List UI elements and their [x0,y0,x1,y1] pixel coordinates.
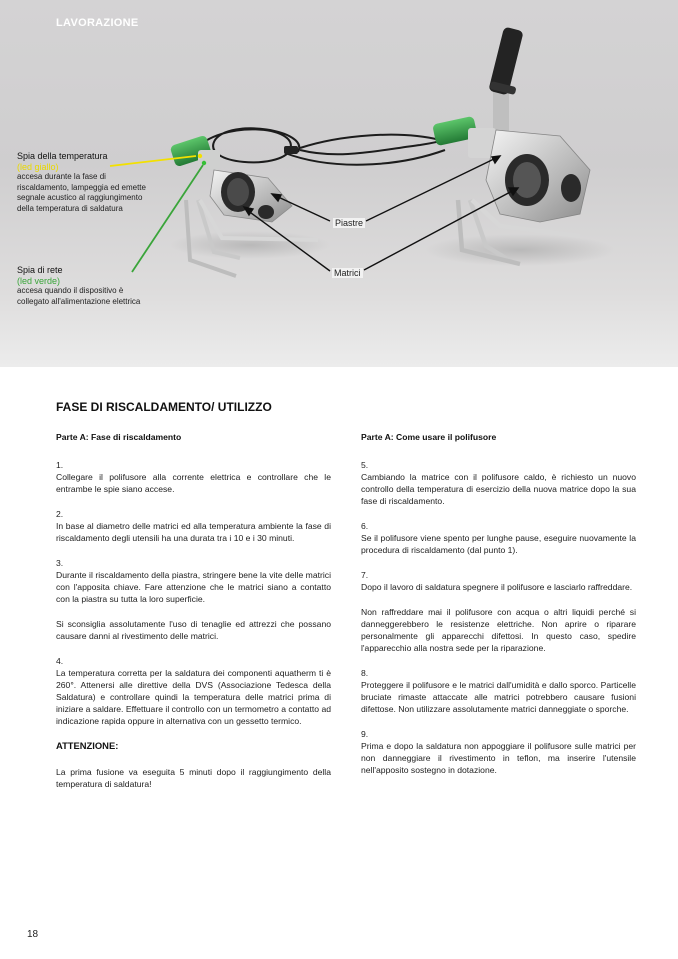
section-heading: Parte A: Come usare il polifusore [361,432,497,442]
step-number: 8. [361,668,369,678]
step-item [361,728,636,776]
page-number: 18 [27,929,39,940]
step-number: 4. [56,656,64,666]
note-paragraph: Si sconsiglia assolutamente l'uso di tenaglie ed attrezzi che possano causare danni al rivestimento delle matrici. [56,619,331,641]
section-heading: Parte A: Fase di riscaldamento [56,432,182,442]
section-label: LAVORAZIONE [56,17,139,29]
step-text: In base al diametro delle matrici ed alla temperatura ambiente la fase di riscaldamento degli utensili ha una durata tra i 10 e i 30 minuti. [56,521,331,543]
step-item [361,520,636,556]
label-dies: Matrici [334,268,361,278]
attention-text: La prima fusione va eseguita 5 minuti dopo il raggiungimento della temperatura di saldatura! [56,767,331,789]
pointer-plates [272,156,500,221]
product-photo [0,0,678,367]
column-left [56,431,331,803]
callout-title: Spia della temperatura [17,151,108,161]
note-paragraph: Non raffreddare mai il polifusore con acqua o altri liquidi perché si danneggerebbero le resistenze elettriche. Non aprire o riparare personalmente gli apparecchi difettosi. In questo caso, spedire l'apparecchio alla nostra sede per la riparazione. [361,607,636,653]
step-number: 1. [56,460,64,470]
callout-description: accesa durante la fase di riscaldamento, lampeggia ed emette segnale acustico al raggiungimento della temperatura di saldatura [17,172,146,213]
step-text: Cambiando la matrice con il polifusore caldo, è richiesto un nuovo controllo della temperatura di esercizio della nuova matrice dopo la sua fase di riscaldamento. [361,472,636,506]
step-text: Dopo il lavoro di saldatura spegnere il polifusore e lasciarlo raffreddare. [361,582,633,592]
step-text: Prima e dopo la saldatura non appoggiare il polifusore sulle matrici per non danneggiare il rivestimento in teflon, ma inserire l'utensile nell'apposito sostegno in dotazione. [361,741,636,775]
label-plates: Piastre [335,218,364,228]
callout-title: Spia di rete [17,265,63,275]
step-number: 7. [361,570,369,580]
callout-mains-led [17,265,147,307]
step-item [56,459,331,495]
step-item [56,655,331,727]
step-text: Collegare il polifusore alla corrente elettrica e controllare che le entrambe le spie siano accese. [56,472,331,494]
step-text: Se il polifusore viene spento per lunghe pause, eseguire nuovamente la procedura di riscaldamento (dal punto 1). [361,533,636,555]
step-item [56,557,331,605]
welder-large [432,27,590,264]
callout-description: accesa quando il dispositivo è collegato all'alimentazione elettrica [17,286,141,306]
step-item [361,459,636,507]
step-text: La temperatura corretta per la saldatura dei componenti aquatherm ti è 260°. Attenersi alle direttive della DVS (Associazione Tedesca della Saldatura) e controllare quindi la temperatura delle matrici prima di iniziare a saldare. Effettuare il controllo con un termometro a contatto ad indicazione rapida oppure in alternativa con un gessetto termico. [56,668,331,726]
power-cable [195,128,460,164]
step-number: 9. [361,729,369,739]
step-number: 3. [56,558,64,568]
step-text: Durante il riscaldamento della piastra, stringere bene la vite delle matrici con l'apposita chiave. Fare attenzione che le matrici siano a contatto con la piastra su tutta la loro superficie. [56,570,331,604]
step-item [361,667,636,715]
step-item [56,508,331,544]
callout-subtitle: (led verde) [17,275,61,286]
column-right [361,431,636,789]
step-number: 6. [361,521,369,531]
step-item [361,569,636,593]
attention-heading: ATTENZIONE: [56,740,119,751]
callout-subtitle: (led giallo) [17,161,59,172]
step-number: 5. [361,460,369,470]
page-title: FASE DI RISCALDAMENTO/ UTILIZZO [56,400,272,414]
callout-temperature-led [17,151,147,214]
step-text: Proteggere il polifusore e le matrici dall'umidità e dallo sporco. Particelle bruciate rimaste attaccate alle matrici potrebbero causare fusioni difettose. Non utilizzare assolutamente matrici danneggiate o sporche. [361,680,636,714]
step-number: 2. [56,509,64,519]
